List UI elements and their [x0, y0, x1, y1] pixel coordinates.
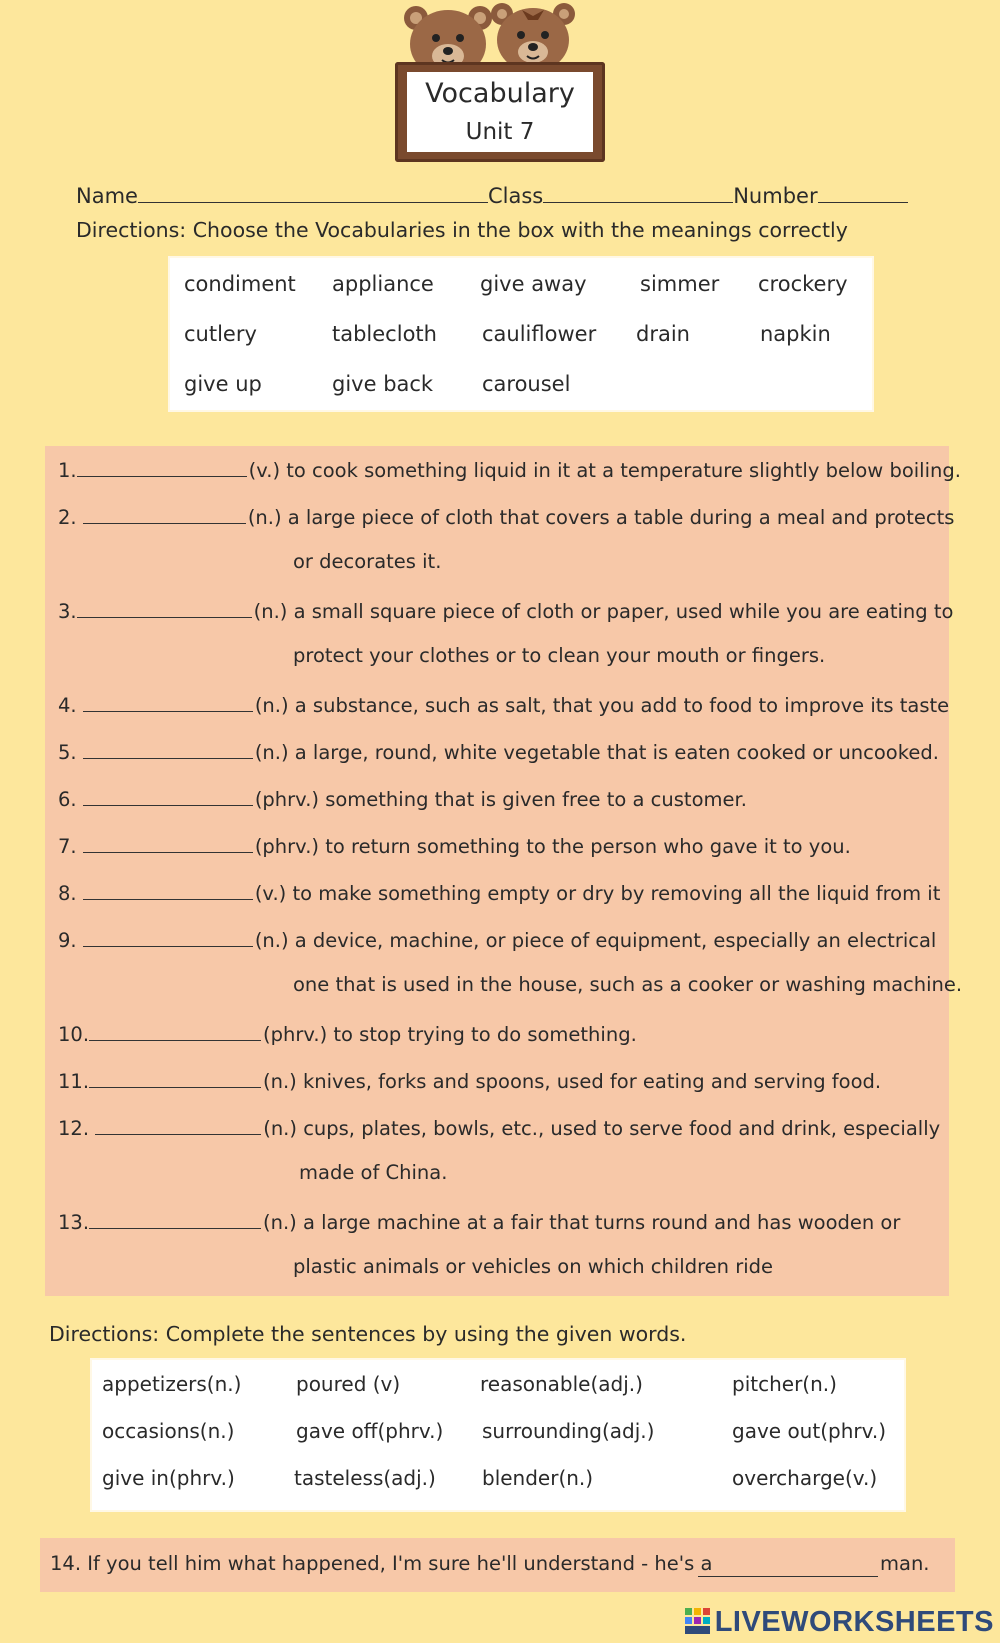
page-title: Vocabulary [425, 78, 575, 109]
directions-2: Directions: Complete the sentences by using the given words. [49, 1322, 687, 1346]
word-item: occasions(n.) [102, 1419, 235, 1443]
unit-label: Unit 7 [465, 119, 535, 145]
class-field[interactable] [543, 180, 733, 203]
student-info-row [76, 180, 908, 208]
definition-9-continued: one that is used in the house, such as a cooker or washing machine. [293, 973, 963, 996]
word-item: cutlery [184, 322, 257, 346]
word-item: reasonable(adj.) [480, 1372, 643, 1396]
definition-3-continued: protect your clothes or to clean your mouth or fingers. [293, 644, 826, 667]
answer-blank-8[interactable] [83, 879, 253, 900]
name-field[interactable] [138, 180, 488, 203]
definition-text: (v.) to make something empty or dry by removing all the liquid from it [254, 882, 941, 905]
definition-number: 4. [58, 694, 77, 717]
answer-blank-6[interactable] [83, 785, 253, 806]
word-item: appetizers(n.) [102, 1372, 242, 1396]
answer-blank-9[interactable] [83, 926, 253, 947]
definition-text: (phrv.) to stop trying to do something. [263, 1023, 637, 1046]
word-item: give up [184, 372, 262, 396]
answer-blank-13[interactable] [89, 1208, 261, 1229]
answer-blank-7[interactable] [83, 832, 253, 853]
word-item: surrounding(adj.) [482, 1419, 655, 1443]
definition-number: 11. [58, 1070, 90, 1093]
class-label: Class [487, 184, 544, 208]
directions-1: Directions: Choose the Vocabularies in the box with the meanings correctly [76, 218, 848, 242]
definition-number: 9. [58, 929, 77, 952]
word-item: condiment [184, 272, 296, 296]
definition-2 [58, 503, 954, 529]
definition-text: (phrv.) to return something to the person who gave it to you. [254, 835, 851, 858]
number-field[interactable] [818, 180, 908, 203]
definition-text: (v.) to cook something liquid in it at a temperature slightly below boiling. [248, 459, 961, 482]
sentence-14 [50, 1552, 712, 1575]
definition-text: (n.) a large, round, white vegetable that is eaten cooked or uncooked. [254, 741, 939, 764]
answer-blank-12[interactable] [95, 1114, 261, 1135]
definition-11 [58, 1067, 881, 1093]
word-item: appliance [332, 272, 434, 296]
definition-10 [58, 1020, 637, 1046]
definition-number: 6. [58, 788, 77, 811]
word-item: tasteless(adj.) [294, 1466, 436, 1490]
definition-text: (n.) a large piece of cloth that covers a table during a meal and protects [247, 506, 955, 529]
word-item: overcharge(v.) [732, 1466, 878, 1490]
definition-1 [58, 456, 961, 482]
definition-12 [58, 1114, 940, 1140]
given-words-box [92, 1360, 904, 1510]
definition-9 [58, 926, 936, 952]
word-item: give in(phrv.) [102, 1466, 235, 1490]
definition-text: (n.) a substance, such as salt, that you add to food to improve its taste [254, 694, 950, 717]
definition-6 [58, 785, 747, 811]
liveworksheets-logo-icon [685, 1608, 711, 1636]
word-item: give back [332, 372, 434, 396]
definition-number: 5. [58, 741, 77, 764]
word-item: gave out(phrv.) [732, 1419, 887, 1443]
answer-blank-11[interactable] [89, 1067, 261, 1088]
definition-number: 2. [58, 506, 77, 529]
definition-2-continued: or decorates it. [293, 550, 442, 573]
word-item: simmer [640, 272, 720, 296]
sentence-14-end: man. [880, 1552, 930, 1575]
word-item: tablecloth [332, 322, 437, 346]
definition-4 [58, 691, 949, 717]
word-item: crockery [758, 272, 848, 296]
definition-7 [58, 832, 851, 858]
definition-number: 8. [58, 882, 77, 905]
word-item: give away [480, 272, 587, 296]
definition-5 [58, 738, 939, 764]
title-sign [395, 62, 605, 162]
word-item: drain [636, 322, 690, 346]
definition-13-continued: plastic animals or vehicles on which children ride [293, 1255, 774, 1278]
sentence-panel [40, 1538, 955, 1592]
definitions-panel [45, 446, 963, 1296]
answer-blank-3[interactable] [77, 597, 252, 618]
name-label: Name [76, 184, 138, 208]
word-item: carousel [482, 372, 571, 396]
liveworksheets-logo [685, 1605, 994, 1639]
answer-blank-10[interactable] [89, 1020, 261, 1041]
word-item: gave off(phrv.) [296, 1419, 444, 1443]
definition-number: 12. [58, 1117, 90, 1140]
definition-13 [58, 1208, 900, 1234]
definition-8 [58, 879, 940, 905]
number-label: Number [733, 184, 818, 208]
title-sign-board [407, 72, 593, 152]
definition-3 [58, 597, 953, 623]
definition-text: (n.) knives, forks and spoons, used for eating and serving food. [263, 1070, 882, 1093]
answer-blank-5[interactable] [83, 738, 253, 759]
word-item: blender(n.) [482, 1466, 594, 1490]
definition-number: 10. [58, 1023, 90, 1046]
liveworksheets-logo-text: LIVEWORKSHEETS [714, 1605, 994, 1638]
answer-blank-1[interactable] [77, 456, 247, 477]
definition-text: (n.) cups, plates, bowls, etc., used to serve food and drink, especially [263, 1117, 941, 1140]
word-item: napkin [760, 322, 831, 346]
definition-number: 3. [58, 600, 77, 623]
sentence-text: 14. If you tell him what happened, I'm sure he'll understand - he's a [50, 1552, 713, 1575]
definition-text: (n.) a small square piece of cloth or paper, used while you are eating to [253, 600, 954, 623]
answer-blank-2[interactable] [83, 503, 246, 524]
vocabulary-word-box [170, 258, 872, 410]
word-item: poured (v) [296, 1372, 401, 1396]
definition-number: 13. [58, 1211, 90, 1234]
answer-blank-14[interactable] [698, 1554, 878, 1577]
answer-blank-4[interactable] [83, 691, 253, 712]
definition-text: (n.) a device, machine, or piece of equipment, especially an electrical [254, 929, 937, 952]
definition-text: (n.) a large machine at a fair that turns round and has wooden or [263, 1211, 901, 1234]
definition-number: 1. [58, 459, 77, 482]
word-item: cauliflower [482, 322, 597, 346]
definition-number: 7. [58, 835, 77, 858]
definition-text: (phrv.) something that is given free to a customer. [254, 788, 747, 811]
definition-12-continued: made of China. [299, 1161, 448, 1184]
word-item: pitcher(n.) [732, 1372, 837, 1396]
